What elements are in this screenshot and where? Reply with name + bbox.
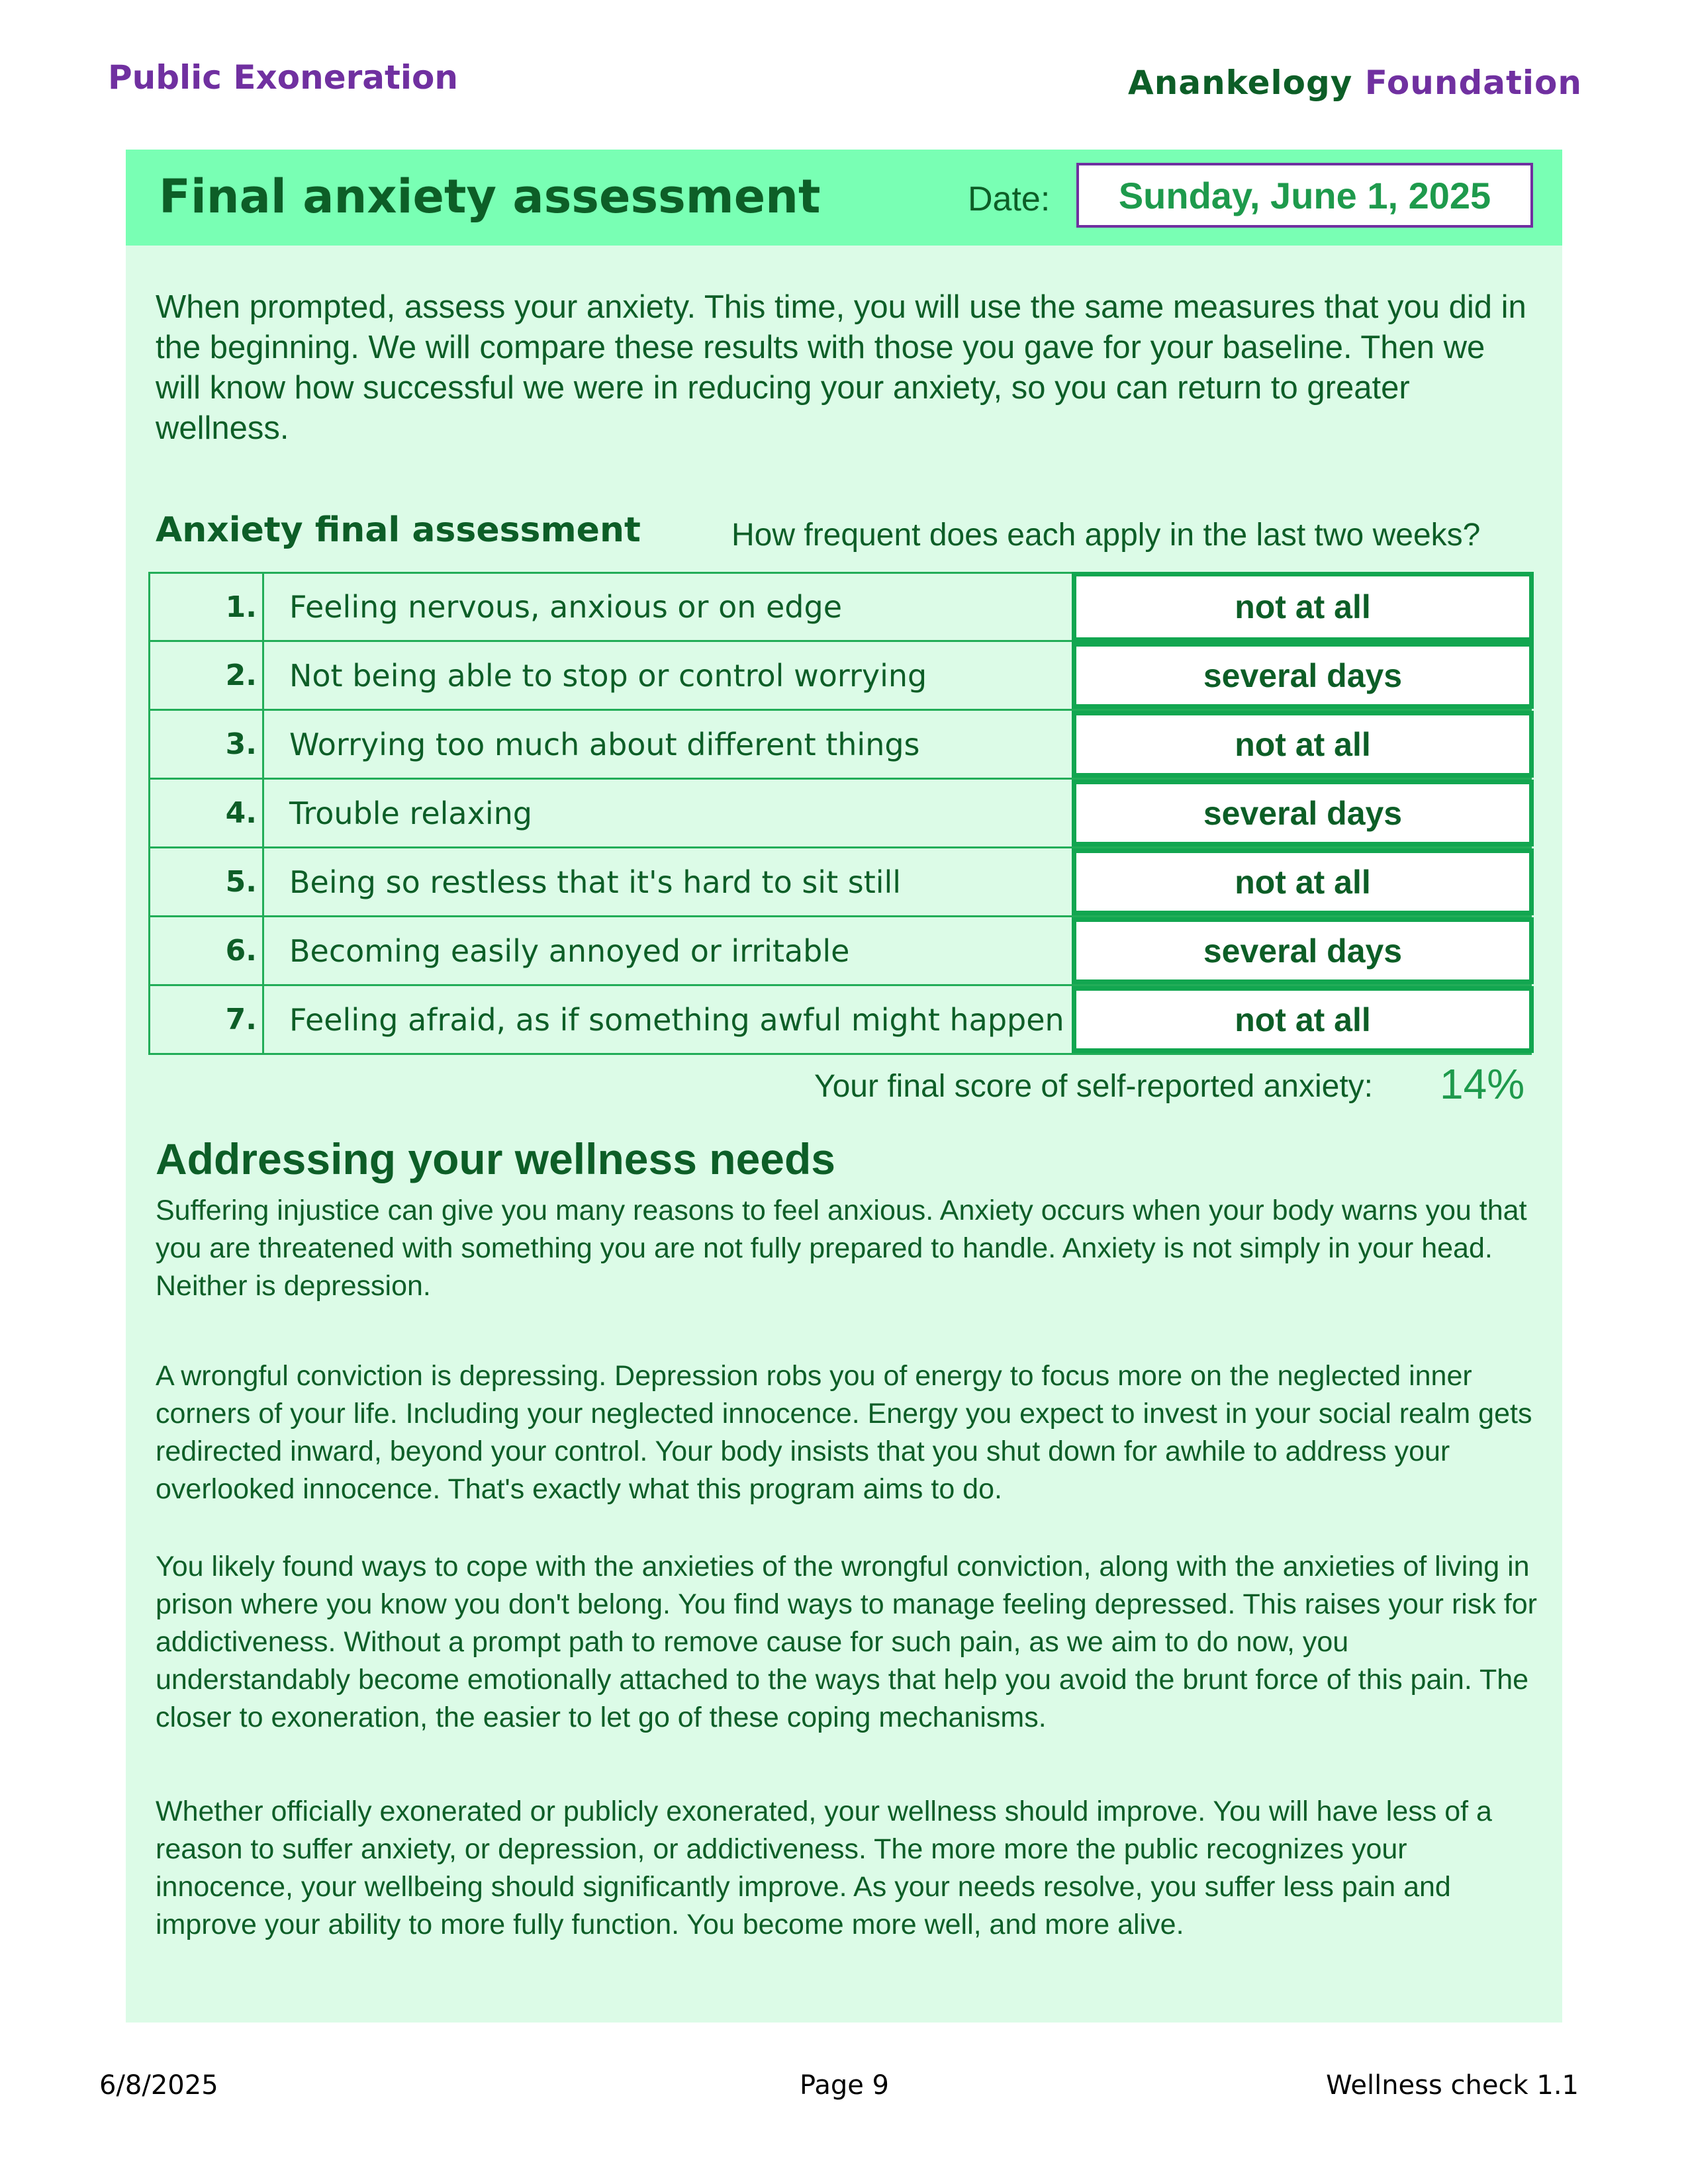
item-number: 7. bbox=[150, 986, 264, 1053]
item-number: 1. bbox=[150, 574, 264, 640]
date-field[interactable]: Sunday, June 1, 2025 bbox=[1076, 163, 1533, 228]
assessment-panel bbox=[126, 150, 1562, 2023]
header-org-word-1: Anankelogy bbox=[1128, 64, 1353, 102]
answer-select[interactable]: not at all bbox=[1072, 711, 1534, 778]
item-text: Feeling afraid, as if something awful might happen bbox=[289, 1001, 1064, 1038]
table-row bbox=[148, 642, 1532, 711]
table-row bbox=[148, 917, 1532, 986]
answer-select[interactable]: not at all bbox=[1072, 848, 1534, 915]
item-text: Being so restless that it's hard to sit still bbox=[289, 864, 902, 900]
answer-select[interactable]: not at all bbox=[1072, 572, 1534, 642]
date-label: Date: bbox=[968, 180, 1051, 218]
title-bar bbox=[126, 150, 1562, 246]
answer-select[interactable]: several days bbox=[1072, 780, 1534, 846]
footer-document-name: Wellness check 1.1 bbox=[1326, 2070, 1579, 2101]
wellness-paragraph: A wrongful conviction is depressing. Depression robs you of energy to focus more on the neglected inner corners of your life. Including your neglected innocence. Energy you expect to invest in your social realm gets redirected inward, beyond your control. Your body insists that you shut down for awhile to address your overlooked innocence. That's exactly what this program aims to do. bbox=[156, 1360, 1532, 1505]
item-number: 3. bbox=[150, 711, 264, 778]
answer-select[interactable]: several days bbox=[1072, 917, 1534, 984]
item-text: Not being able to stop or control worrying bbox=[289, 657, 927, 694]
header-org-word-2: Foundation bbox=[1364, 64, 1582, 102]
item-text: Feeling nervous, anxious or on edge bbox=[289, 589, 843, 625]
item-text: Trouble relaxing bbox=[289, 795, 532, 831]
wellness-heading: Addressing your wellness needs bbox=[156, 1134, 835, 1183]
assessment-question: How frequent does each apply in the last two weeks? bbox=[731, 518, 1481, 553]
score-label: Your final score of self-reported anxiety: bbox=[814, 1069, 1374, 1104]
table-row bbox=[148, 780, 1532, 848]
table-row bbox=[148, 572, 1532, 642]
item-text: Becoming easily annoyed or irritable bbox=[289, 933, 850, 969]
assessment-heading: Anxiety final assessment bbox=[156, 510, 641, 550]
item-text: Worrying too much about different things bbox=[289, 726, 920, 762]
answer-select[interactable]: not at all bbox=[1072, 986, 1534, 1053]
header-program-name: Public Exoneration bbox=[108, 58, 459, 97]
intro-paragraph: When prompted, assess your anxiety. This time, you will use the same measures that you did in the beginning. We will compare these results with those you gave for your baseline. Then we will know how successful we were in reducing your anxiety, so you can return to greater wellness. bbox=[156, 289, 1526, 446]
item-number: 2. bbox=[150, 642, 264, 709]
table-row bbox=[148, 986, 1532, 1055]
score-value: 14% bbox=[1440, 1060, 1525, 1108]
wellness-paragraph: You likely found ways to cope with the anxieties of the wrongful conviction, along with the anxieties of living in prison where you know you don't belong. You find ways to manage feeling depressed. This raises your risk for addictiveness. Without a prompt path to remove cause for such pain, as we aim to do now, you understandably become emotionally attached to the ways that help you avoid the brunt force of this pain. The closer to exoneration, the easier to let go of these coping mechanisms. bbox=[156, 1551, 1537, 1733]
wellness-paragraph: Suffering injustice can give you many reasons to feel anxious. Anxiety occurs when your body warns you that you are threatened with something you are not fully prepared to handle. Anxiety is not simply in your head. Neither is depression. bbox=[156, 1195, 1527, 1302]
item-number: 5. bbox=[150, 848, 264, 915]
answer-select[interactable]: several days bbox=[1072, 642, 1534, 709]
item-number: 6. bbox=[150, 917, 264, 984]
footer-date: 6/8/2025 bbox=[99, 2070, 218, 2101]
item-number: 4. bbox=[150, 780, 264, 846]
wellness-paragraph: Whether officially exonerated or publicly exonerated, your wellness should improve. You will have less of a reason to suffer anxiety, or depression, or addictiveness. The more more the public recognizes your innocence, your wellbeing should significantly improve. As your needs resolve, you suffer less pain and improve your ability to more fully function. You become more well, and more alive. bbox=[156, 1796, 1492, 1940]
table-row bbox=[148, 711, 1532, 780]
footer-page-number: Page 9 bbox=[800, 2070, 889, 2101]
assessment-table bbox=[148, 572, 1532, 1055]
header-organization-name bbox=[1128, 64, 1582, 102]
page-title: Final anxiety assessment bbox=[159, 169, 821, 224]
table-row bbox=[148, 848, 1532, 917]
